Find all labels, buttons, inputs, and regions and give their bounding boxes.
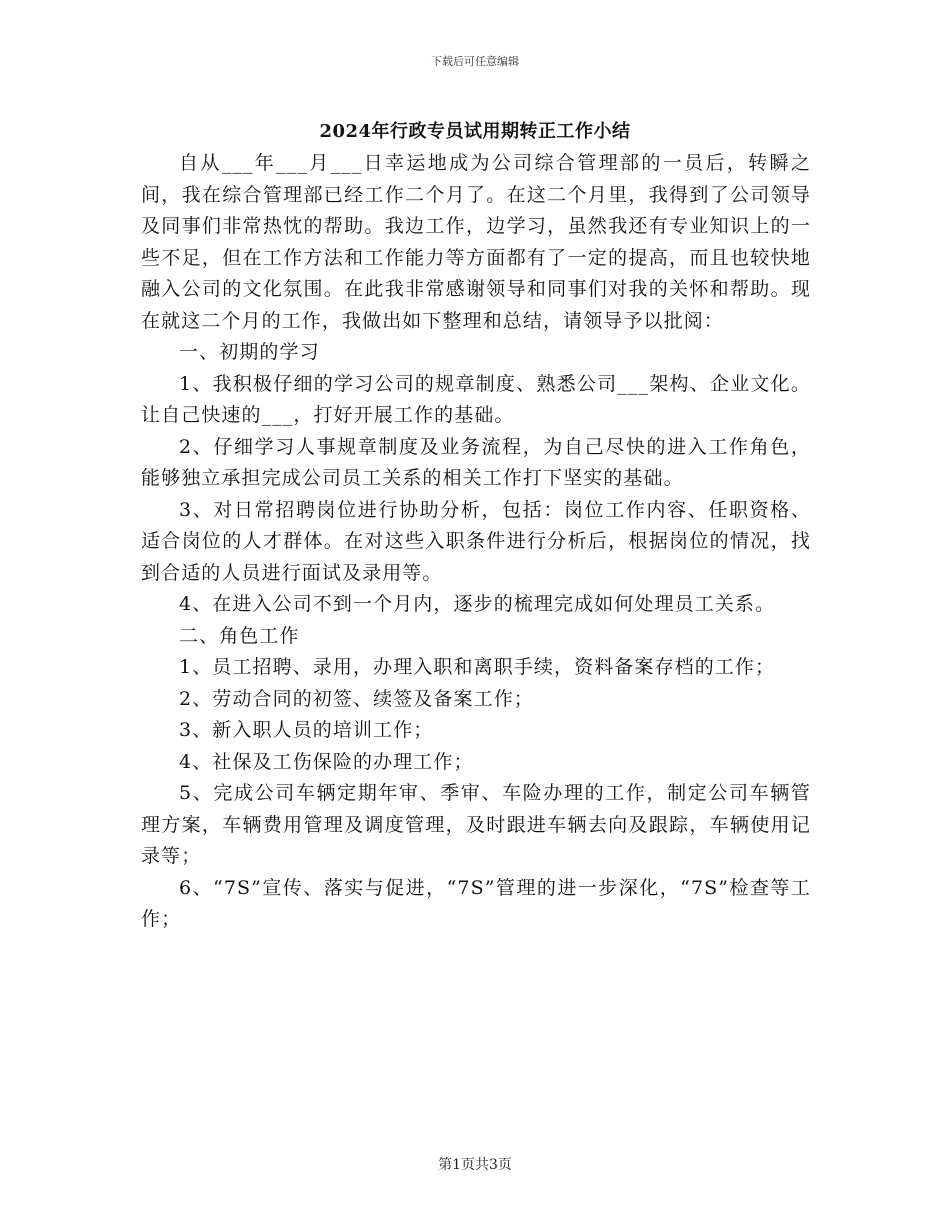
paragraph-role-1: 1、员工招聘、录用，办理入职和离职手续，资料备案存档的工作； <box>179 656 776 678</box>
page-number: 第1页共3页 <box>438 1157 512 1173</box>
section-heading-role-work: 二、角色工作 <box>179 624 300 647</box>
paragraph-intro: 自从___年___月___日幸运地成为公司综合管理部的一员后，转瞬之间，我在综合管理部已经工作二个月了。在这二个月里，我得到了公司领导及同事们非常热忱的帮助。我边工作，边学习，虽然我还有专业知识上的一些不足，但在工作方法和工作能力等方面都有了一定的提高，而且也较快地融入公司的文化氛围。在此我非常感谢领导和同事们对我的关怀和帮助。现在就这二个月的工作，我做出如下整理和总结，请领导予以批阅： <box>141 152 811 332</box>
document-body <box>141 148 811 936</box>
paragraph-role-2: 2、劳动合同的初签、续签及备案工作； <box>179 687 534 710</box>
header-note: 下载后可任意编辑 <box>431 55 519 68</box>
paragraph-role-6: 6、“7S”宣传、落实与促进，“7S”管理的进一步深化，“7S”检查等工作； <box>141 876 811 930</box>
paragraph-study-1: 1、我积极仔细的学习公司的规章制度、熟悉公司___架构、企业文化。让自己快速的___，打好开展工作的基础。 <box>141 372 811 426</box>
paragraph-role-4: 4、社保及工伤保险的办理工作； <box>179 750 474 773</box>
section-heading-initial-study: 一、初期的学习 <box>179 341 320 363</box>
paragraph-role-5: 5、完成公司车辆定期年审、季审、车险办理的工作，制定公司车辆管理方案，车辆费用管理及调度管理，及时跟进车辆去向及跟踪，车辆使用记录等； <box>141 782 811 867</box>
paragraph-role-3: 3、新入职人员的培训工作； <box>179 719 434 741</box>
paragraph-study-2: 2、仔细学习人事规章制度及业务流程，为自己尽快的进入工作角色，能够独立承担完成公司员工关系的相关工作打下坚实的基础。 <box>141 435 811 489</box>
document-title: 2024年行政专员试用期转正工作小结 <box>319 121 631 142</box>
paragraph-study-3: 3、对日常招聘岗位进行协助分析，包括：岗位工作内容、任职资格、适合岗位的人才群体。在对这些入职条件进行分析后，根据岗位的情况，找到合适的人员进行面试及录用等。 <box>141 498 811 584</box>
paragraph-study-4: 4、在进入公司不到一个月内，逐步的梳理完成如何处理员工关系。 <box>179 593 776 615</box>
